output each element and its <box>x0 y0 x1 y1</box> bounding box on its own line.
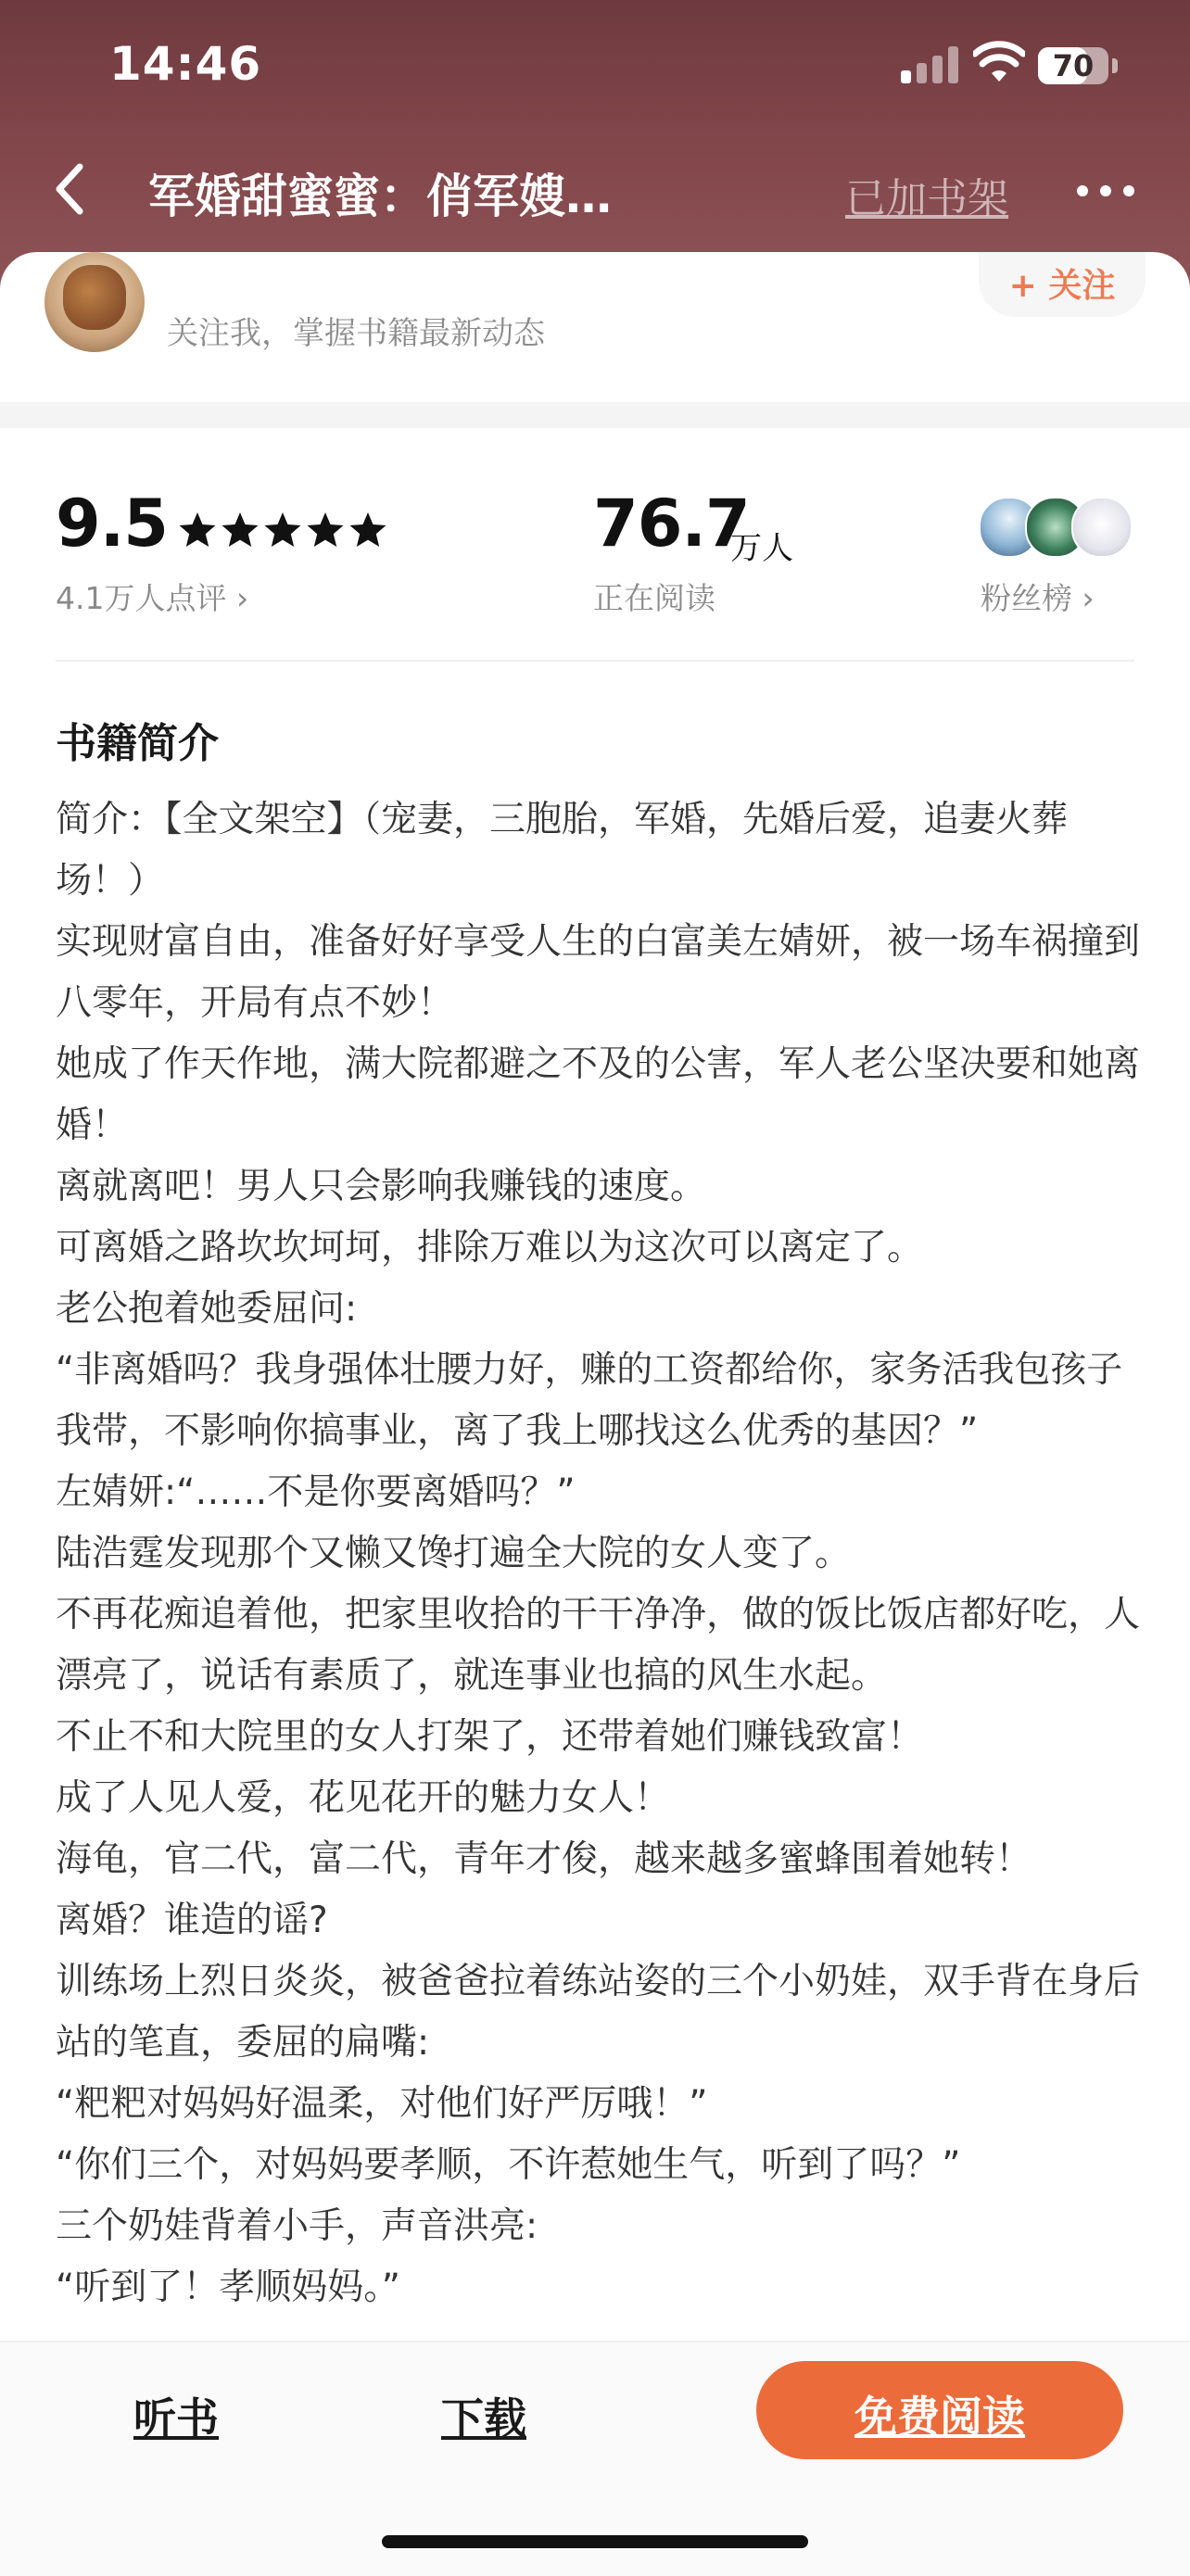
free-read-label: 免费阅读 <box>855 2392 1025 2442</box>
readers-count: 76.7 <box>593 486 750 562</box>
intro-paragraph: 不止不和大院里的女人打架了，还带着她们赚钱致富！ <box>56 1716 924 1758</box>
star-icon <box>176 510 219 550</box>
intro-paragraph: 离婚？谁造的谣? <box>56 1900 328 1941</box>
follow-hint: 关注我，掌握书籍最新动态 <box>167 315 545 352</box>
intro-paragraph: 三个奶娃背着小手，声音洪亮: <box>56 2205 538 2247</box>
fan-avatar <box>1071 497 1133 558</box>
listen-button[interactable]: 听书 <box>133 2393 219 2443</box>
rating-score: 9.5 <box>56 486 169 562</box>
readers-label: 正在阅读 <box>593 580 715 616</box>
intro-paragraph: 不再花痴追着他，把家里收拾的干干净净，做的饭比饭店都好吃，人漂亮了，说话有素质了，就连事业也搞的风生水起。 <box>56 1594 1141 1697</box>
readers-unit: 万人 <box>730 530 793 567</box>
intro-paragraph: 海龟，官二代，富二代，青年才俊，越来越多蜜蜂围着她转！ <box>56 1838 1032 1880</box>
intro-paragraph: 可离婚之路坎坎坷坷，排除万难以为这次可以离定了。 <box>56 1227 924 1269</box>
intro-paragraph: 左婧妍:“……不是你要离婚吗？” <box>56 1471 576 1513</box>
divider <box>56 660 1134 662</box>
home-indicator <box>382 2535 808 2548</box>
book-title: 军婚甜蜜蜜：俏军嫂… <box>148 170 612 223</box>
intro-paragraph: “非离婚吗？我身强体壮腰力好，赚的工资都给你，家务活我包孩子我带，不影响你搞事业，离了我上哪找这么优秀的基因？” <box>56 1349 1123 1452</box>
intro-paragraph: 成了人见人爱，花见花开的魅力女人！ <box>56 1777 671 1819</box>
rating-stars <box>176 510 389 552</box>
signal-icon <box>901 46 958 83</box>
back-icon[interactable] <box>48 159 93 219</box>
intro-paragraph: “粑粑对妈妈好温柔，对他们好严厉哦！” <box>56 2083 708 2125</box>
wifi-icon <box>973 41 1025 83</box>
intro-paragraph: “听到了！孝顺妈妈。” <box>56 2267 400 2308</box>
star-icon <box>347 510 389 550</box>
download-button[interactable]: 下载 <box>441 2393 526 2443</box>
follow-button-label: + 关注 <box>1008 267 1116 305</box>
author-avatar[interactable] <box>44 252 145 352</box>
intro-text <box>56 789 1142 2318</box>
intro-paragraph: “你们三个，对妈妈要孝顺，不许惹她生气，听到了吗？” <box>56 2144 961 2186</box>
intro-paragraph: 离就离吧！男人只会影响我赚钱的速度。 <box>56 1166 707 1207</box>
intro-title: 书籍简介 <box>56 720 219 767</box>
battery-icon <box>1038 47 1108 84</box>
section-gap <box>0 402 1190 428</box>
star-icon <box>304 510 347 550</box>
free-read-button[interactable] <box>756 2361 1123 2459</box>
status-time: 14:46 <box>109 37 262 91</box>
intro-paragraph: 老公抱着她委屈问: <box>56 1288 358 1330</box>
intro-paragraph: 她成了作天作地，满大院都避之不及的公害，军人老公坚决要和她离婚！ <box>56 1043 1141 1146</box>
intro-paragraph: 陆浩霆发现那个又懒又馋打遍全大院的女人变了。 <box>56 1533 852 1574</box>
star-icon <box>219 510 261 550</box>
battery-tip <box>1112 58 1118 73</box>
intro-paragraph: 实现财富自由，准备好好享受人生的白富美左婧妍，被一场车祸撞到八零年，开局有点不妙！ <box>56 921 1141 1024</box>
more-icon[interactable] <box>1077 182 1134 200</box>
intro-paragraph: 训练场上烈日炎炎，被爸爸拉着练站姿的三个小奶娃，双手背在身后站的笔直，委屈的扁嘴: <box>56 1961 1141 2064</box>
fans-rank-link[interactable]: 粉丝榜 › <box>981 580 1095 616</box>
battery-level: 70 <box>1052 48 1095 83</box>
bookshelf-button[interactable]: 已加书架 <box>845 175 1008 222</box>
review-count-link[interactable]: 4.1万人点评 › <box>56 580 249 616</box>
intro-paragraph: 简介：【全文架空】（宠妻，三胞胎，军婚，先婚后爱，追妻火葬场！） <box>56 799 1069 902</box>
star-icon <box>261 510 304 550</box>
content-sheet <box>0 252 1190 2574</box>
fan-avatars[interactable] <box>979 497 1134 556</box>
follow-button[interactable] <box>979 252 1146 317</box>
